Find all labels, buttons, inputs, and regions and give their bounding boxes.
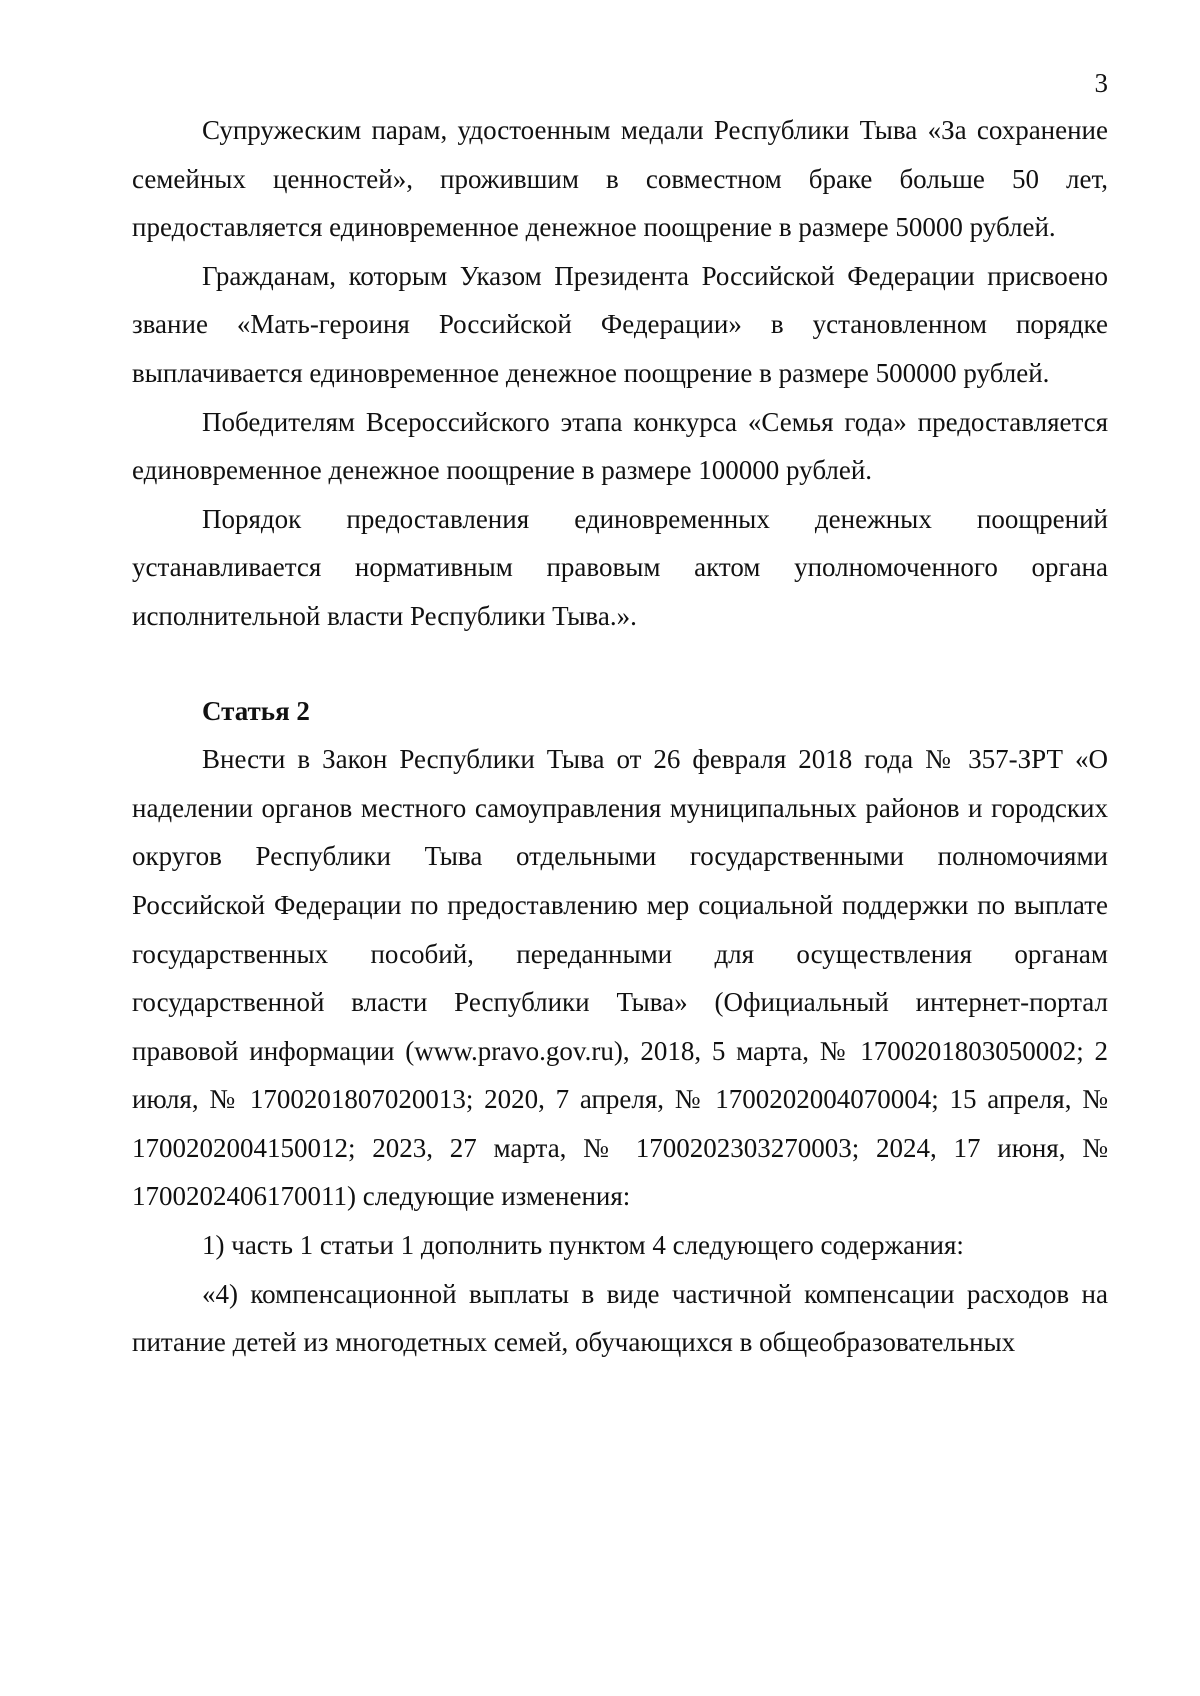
article-2-heading: Статья 2 — [202, 695, 310, 726]
paragraph-amend-law: Внести в Закон Республики Тыва от 26 февраля 2018 года № 357-ЗРТ «О наделении органов местного самоуправления муниципальных районов и городских округов Республики Тыва отдельными государственными полномочиями Российской Федерации по предоставлению мер социальной поддержки по выплате государственных пособий, переданными для осуществления органам государственной власти Республики Тыва» (Официальный интернет-портал правовой информации (www.pravo.gov.ru), 2018, 5 марта, № 1700201803050002; 2 июля, № 1700201807020013; 2020, 7 апреля, № 1700202004070004; 15 апреля, № 1700202004150012; 2023, 27 марта, № 1700202303270003; 2024, 17 июня, № 1700202406170011) следующие изменения: — [132, 744, 1108, 1212]
document-body — [132, 106, 1108, 1367]
paragraph-medal-family-values: Супружеским парам, удостоенным медали Республики Тыва «За сохранение семейных ценностей», прожившим в совместном браке больше 50 лет, предоставляется единовременное денежное поощрение в размере 50000 рублей. — [132, 115, 1108, 243]
paragraph-item-1: 1) часть 1 статьи 1 дополнить пунктом 4 следующего содержания: — [202, 1230, 964, 1261]
paragraph-procedure: Порядок предоставления единовременных денежных поощрений устанавливается нормативным правовым актом уполномоченного органа исполнительной власти Республики Тыва.». — [132, 503, 1108, 631]
paragraph-mother-heroine: Гражданам, которым Указом Президента Российской Федерации присвоено звание «Мать-героиня Российской Федерации» в установленном порядке выплачивается единовременное денежное поощрение в размере 500000 рублей. — [132, 260, 1108, 388]
page-number: 3 — [1094, 68, 1108, 98]
paragraph-item-4-text: «4) компенсационной выплаты в виде частичной компенсации расходов на питание детей из многодетных семей, обучающихся в общеобразовательных — [132, 1278, 1108, 1358]
paragraph-family-of-year: Победителям Всероссийского этапа конкурса «Семья года» предоставляется единовременное денежное поощрение в размере 100000 рублей. — [132, 406, 1108, 486]
